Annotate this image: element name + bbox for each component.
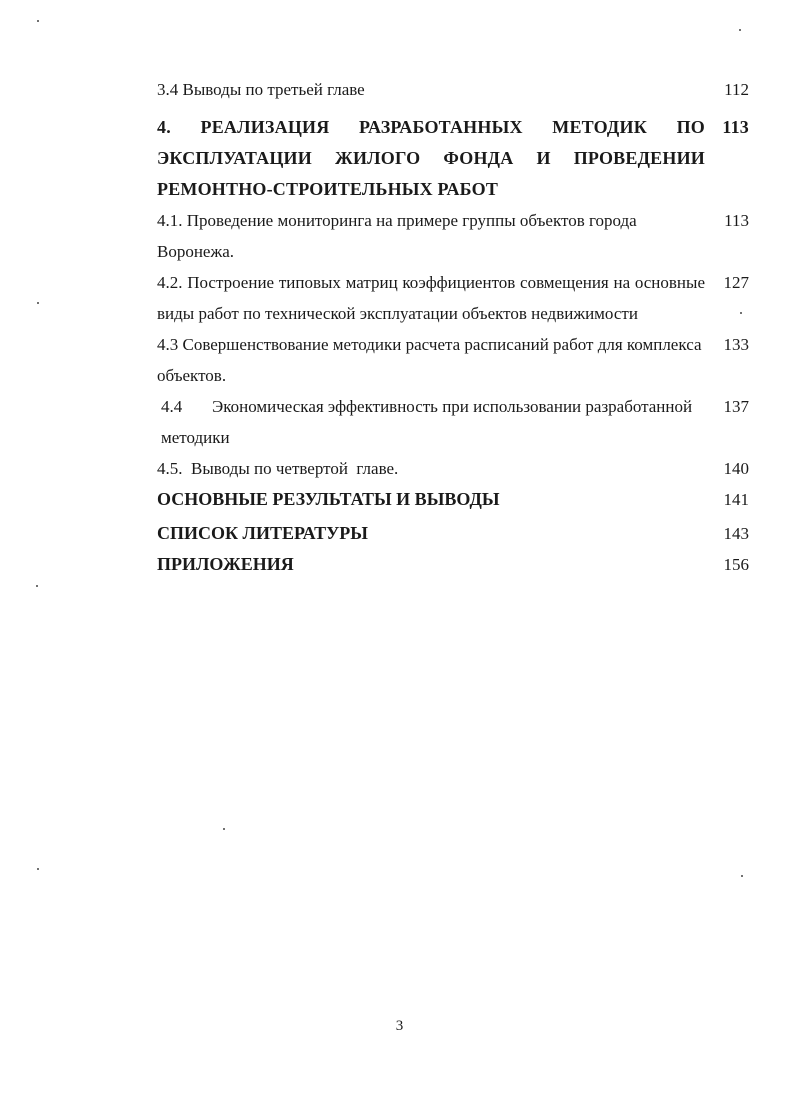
toc-entry-title: 4.4 Экономическая эффективность при использовании разработанной методики [161, 397, 697, 447]
toc-entry-page: 156 [723, 555, 749, 574]
toc-entry-title: ОСНОВНЫЕ РЕЗУЛЬТАТЫ И ВЫВОДЫ [157, 489, 500, 509]
toc-entry-page: 113 [722, 117, 749, 137]
toc-entry [157, 205, 749, 267]
toc-entry [157, 453, 749, 484]
toc-entry-page: 113 [724, 211, 749, 230]
toc-entry-title: 4. РЕАЛИЗАЦИЯ РАЗРАБОТАННЫХ МЕТОДИК ПО ЭКСПЛУАТАЦИИ ЖИЛОГО ФОНДА И ПРОВЕДЕНИИ РЕМОНТНО-СТРОИТЕЛЬНЫХ РАБОТ [157, 117, 705, 199]
toc-section-entry [157, 518, 749, 549]
toc-entry-title: 4.3 Совершенствование методики расчета расписаний работ для комплекса объектов. [157, 335, 702, 385]
scan-speck [36, 585, 38, 587]
toc-entry [157, 329, 749, 391]
toc-entry-page: 140 [723, 459, 749, 478]
toc-entry-title: СПИСОК ЛИТЕРАТУРЫ [157, 523, 368, 543]
toc-entry-page: 127 [723, 273, 749, 292]
toc-entry-page: 143 [723, 524, 749, 543]
toc-entry-title: 4.5. Выводы по четвертой главе. [157, 459, 399, 478]
scan-speck [739, 29, 741, 31]
toc-entry [157, 74, 749, 105]
toc-entry-title: 4.2. Построение типовых матриц коэффициентов совмещения на основные виды работ по технической эксплуатации объектов недвижимости [157, 273, 705, 323]
page-number: 3 [395, 1018, 404, 1034]
scan-speck [37, 868, 39, 870]
toc-section-entry [157, 549, 749, 580]
toc-entry [157, 391, 749, 453]
toc-entry-page: 133 [723, 335, 749, 354]
toc-entry-page: 137 [723, 397, 749, 416]
scan-speck [37, 20, 39, 22]
scan-speck [741, 875, 743, 877]
toc-chapter-entry [157, 112, 749, 205]
toc-entry-title: 3.4 Выводы по третьей главе [157, 80, 365, 99]
toc-entry-title: ПРИЛОЖЕНИЯ [157, 554, 294, 574]
scan-speck [223, 828, 225, 830]
toc-entry-title: 4.1. Проведение мониторинга на примере группы объектов города Воронежа. [157, 211, 637, 261]
table-of-contents [157, 74, 749, 580]
toc-entry-page: 141 [723, 490, 749, 509]
toc-section-entry [157, 484, 749, 515]
toc-entry [157, 267, 749, 329]
scan-speck [37, 302, 39, 304]
toc-entry-page: 112 [724, 80, 749, 99]
